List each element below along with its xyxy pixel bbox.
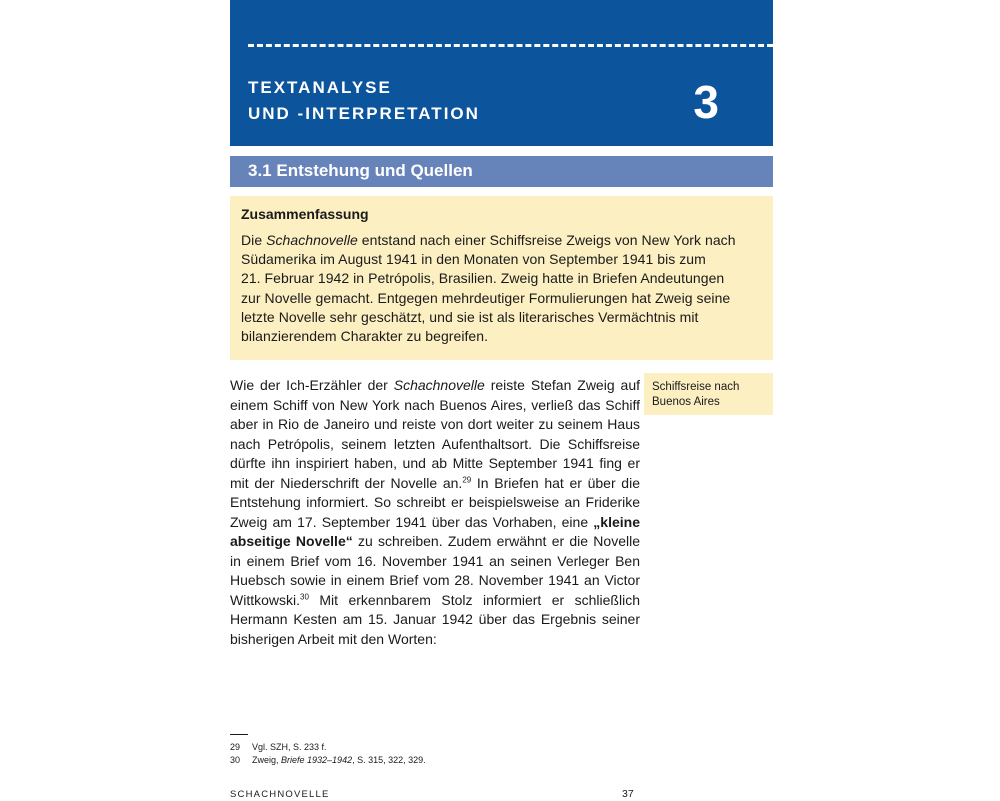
summary-line: zur Novelle gemacht. Entgegen mehrdeutiger Formulierungen hat Zweig seine	[241, 289, 731, 306]
body-line: Huebsch sowie in einem Brief vom 28. November 1941 an Victor	[230, 572, 640, 588]
body-line: Zweig am 17. September 1941 über das Vorhaben, eine „kleine	[230, 513, 640, 530]
body-paragraph	[230, 376, 640, 649]
chapter-title-line-1: TEXTANALYSE	[248, 78, 392, 97]
summary-heading: Zusammenfassung	[241, 206, 369, 222]
page-number: 37	[622, 788, 634, 800]
summary-box	[230, 196, 773, 360]
chapter-header	[230, 0, 773, 146]
summary-text	[241, 231, 766, 346]
chapter-number: 3	[693, 76, 719, 128]
chapter-title-line-2: UND -INTERPRETATION	[248, 104, 480, 123]
body-line: bisherigen Arbeit mit den Worten:	[230, 630, 437, 647]
summary-line: Südamerika im August 1941 in den Monaten von September 1941 bis zum	[241, 251, 706, 268]
footnote-30: 30 Zweig, Briefe 1932–1942, S. 315, 322, 329.	[230, 755, 426, 765]
summary-line: bilanzierendem Charakter zu begreifen.	[241, 328, 489, 345]
dashed-divider	[248, 44, 773, 47]
body-line: Entstehung informiert. So schreibt er beispielsweise an Friderike	[230, 494, 640, 510]
section-bar	[230, 156, 773, 187]
body-line: mit der Niederschrift der Novelle an.$^{29}$ In Briefen hat er über die	[230, 474, 640, 491]
margin-note-text: Schiffsreise nach Buenos Aires	[652, 381, 740, 408]
margin-note	[644, 373, 773, 415]
footnote-number: 29	[230, 742, 241, 752]
summary-line: 21. Februar 1942 in Petrópolis, Brasilien. Zweig hatte in Briefen Andeutungen	[241, 270, 725, 287]
body-line: abseitige Novelle“ zu schreiben. Zudem erwähnt er die Novelle	[230, 533, 640, 549]
summary-line: Die Schachnovelle entstand nach einer Schiffsreise Zweigs von New York nach	[241, 232, 736, 248]
footnote-ref-29[interactable]: 29	[462, 474, 472, 484]
footnote-ref-30[interactable]: 30	[300, 591, 309, 601]
body-line: nach Petrópolis, seinem letzten Aufenthaltsort. Die Schiffsreise	[230, 435, 640, 452]
section-title: 3.1 Entstehung und Quellen	[248, 161, 473, 180]
footnotes	[230, 741, 426, 767]
chapter-title	[248, 75, 480, 127]
body-line: dürfte ihn inspiriert haben, und ab Mitte September 1941 fing er	[230, 455, 640, 471]
body-line: in einem Brief vom 16. November 1941 an seinen Verleger Ben	[230, 552, 640, 569]
body-line: Wie der Ich-Erzähler der Schachnovelle reiste Stefan Zweig auf	[230, 377, 640, 393]
body-line: einem Schiff von New York nach Buenos Aires, verließ das Schiff	[230, 396, 640, 413]
summary-line: letzte Novelle sehr geschätzt, und sie ist als literarisches Vermächtnis mit	[241, 308, 699, 325]
body-line: aber in Rio de Janeiro und reiste von dort weiter zu seinem Haus	[230, 416, 640, 432]
body-line: Wittkowski.$^{30}$ Mit erkennbarem Stolz informiert er schließlich	[230, 591, 640, 608]
footnote-rule	[230, 734, 248, 735]
body-line: Hermann Kesten am 15. Januar 1942 über das Ergebnis seiner	[230, 611, 640, 627]
footnote-number: 30	[230, 755, 241, 765]
running-footer: SCHACHNOVELLE	[230, 789, 330, 800]
footnote-29: 29 Vgl. SZH, S. 233 f.	[230, 742, 327, 752]
